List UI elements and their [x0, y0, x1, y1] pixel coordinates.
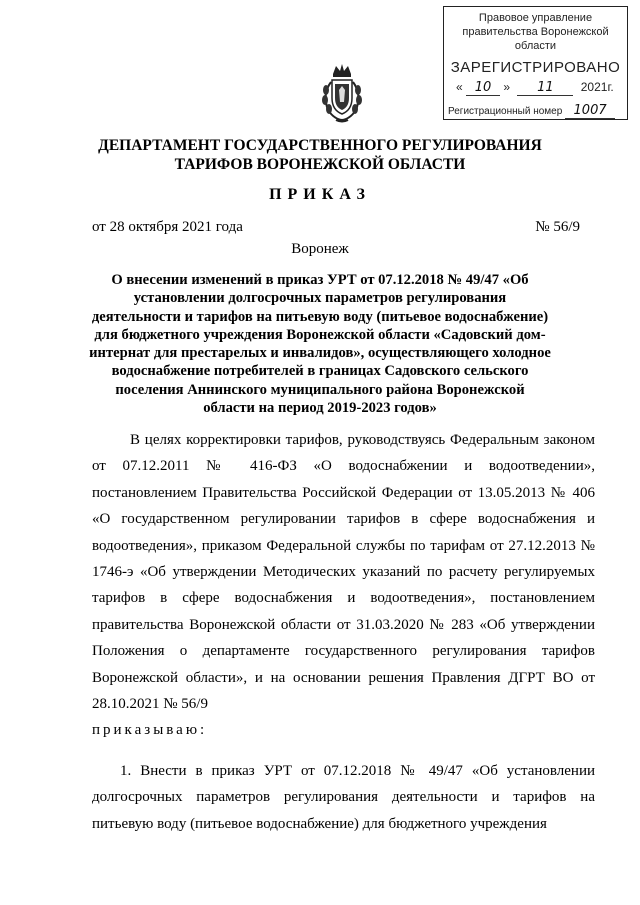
stamp-date-year: 2021г.	[580, 80, 614, 94]
stamp-date-month: 11	[517, 80, 573, 96]
stamp-reg-number-line	[448, 103, 623, 119]
stamp-date-day: 10	[466, 80, 500, 96]
department-name: ДЕПАРТАМЕНТ ГОСУДАРСТВЕННОГО РЕГУЛИРОВАНИЯ ТАРИФОВ ВОРОНЕЖСКОЙ ОБЛАСТИ	[98, 137, 542, 173]
stamp-reg-label: Регистрационный номер	[448, 106, 563, 117]
city-name: Воронеж	[291, 241, 349, 257]
stamp-status: ЗАРЕГИСТРИРОВАНО	[450, 59, 621, 76]
registration-stamp	[443, 6, 628, 120]
stamp-reg-number: 1007	[565, 103, 615, 119]
coat-of-arms-emblem	[318, 62, 366, 124]
document-type-title: ПРИКАЗ	[269, 186, 371, 203]
stamp-date	[456, 80, 621, 98]
item-1-paragraph: 1. Внести в приказ УРТ от 07.12.2018 № 49/47 «Об установлении долгосрочных параметров регулирования деятельности и тарифов на питьевую воду (питьевое водоснабжение) для бюджетного учреждения	[92, 763, 595, 832]
order-number: № 56/9	[535, 219, 580, 235]
order-word: приказываю:	[92, 722, 208, 738]
order-subject-title: О внесении изменений в приказ УРТ от 07.12.2018 № 49/47 «Об установлении долгосрочных параметров регулирования деятельности и тарифов на питьевую воду (питьевое водоснабжение) для бюджетного учреждения Воронежской области «Садовский дом-интернат для престарелых и инвалидов», осуществляющего холодное водоснабжение потребителей в границах Садовского сельского поселения Аннинского муниципального района Воронежской области на период 2019-2023 годов»	[89, 272, 551, 417]
preamble-text: В целях корректировки тарифов, руководствуясь Федеральным законом от 07.12.2011 № 416-ФЗ «О водоснабжении и водоотведении», постановлением Правительства Российской Федерации от 13.05.2013 № 406 «О государственном регулировании тарифов в сфере водоснабжения и водоотведения», приказом Федеральной службы по тарифам от 27.12.2013 № 1746-э «Об утверждении Методических указаний по расчету регулируемых тарифов в сфере водоснабжения и водоотведения», постановлением правительства Воронежской области от 31.03.2020 № 283 «Об утверждении Положения о департаменте государственного регулирования тарифов Воронежской области», и на основании решения Правления ДГРТ ВО от 28.10.2021 № 56/9	[92, 432, 595, 713]
order-date: от 28 октября 2021 года	[92, 219, 243, 235]
stamp-date-quote-close: »	[503, 80, 511, 94]
stamp-date-quote-open: «	[456, 80, 463, 94]
date-number-line	[92, 219, 580, 236]
stamp-organization: Правовое управление правительства Воронежской области	[462, 12, 609, 52]
preamble-paragraph	[92, 427, 595, 717]
